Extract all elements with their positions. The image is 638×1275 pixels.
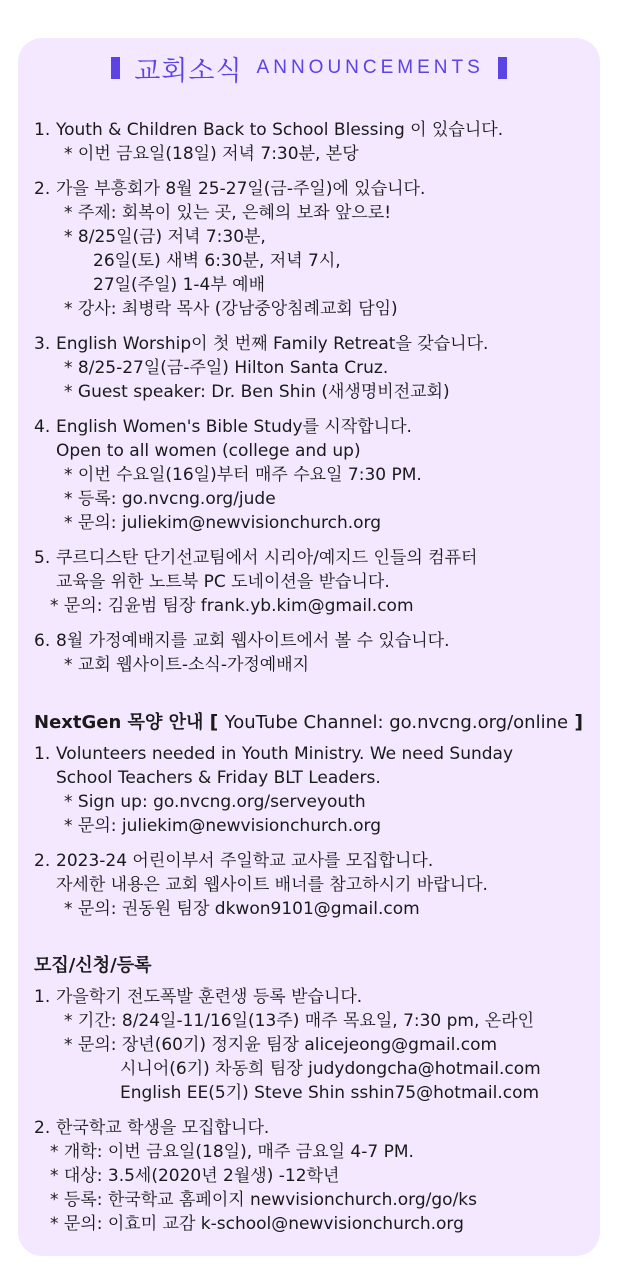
item-detail: * 주제: 회복이 있는 곳, 은혜의 보좌 앞으로!: [64, 203, 392, 223]
item-line: 가을학기 전도폭발 훈련생 등록 받습니다.: [56, 987, 363, 1007]
item-line: 쿠르디스탄 단기선교팀에서 시리아/예지드 인들의 컴퓨터: [56, 548, 478, 568]
item-detail: * 대상: 3.5세(2020년 2월생) -12학년: [50, 1166, 340, 1186]
item-line: School Teachers & Friday BLT Leaders.: [56, 768, 381, 788]
item-detail: * 문의: 이효미 교감 k-school@newvisionchurch.org: [50, 1214, 464, 1234]
item-number: 4.: [34, 417, 51, 437]
recruit-section-title: 모집/신청/등록: [34, 955, 152, 976]
item-line: English Women's Bible Study를 시작합니다.: [56, 417, 412, 437]
item-detail: * 교회 웹사이트-소식-가정예배지: [64, 655, 310, 675]
panel-header: [18, 48, 600, 88]
announcement-item: [34, 332, 594, 404]
nextgen-title: NextGen 목양 안내: [34, 712, 204, 733]
item-detail: * 개학: 이번 금요일(18일), 매주 금요일 4-7 PM.: [50, 1142, 414, 1162]
item-line: Volunteers needed in Youth Ministry. We need Sunday: [56, 744, 514, 764]
youtube-channel-link: YouTube Channel: go.nvcng.org/online: [224, 712, 569, 733]
bracket-close: ]: [574, 711, 584, 733]
item-detail: English EE(5기) Steve Shin sshin75@hotmail.com: [120, 1083, 540, 1103]
item-number: 3.: [34, 334, 51, 354]
item-line: 2023-24 어린이부서 주일학교 교사를 모집합니다.: [56, 851, 434, 871]
item-line: 한국학교 학생을 모집합니다.: [56, 1118, 270, 1138]
item-number: 6.: [34, 631, 51, 651]
item-detail: * Sign up: go.nvcng.org/serveyouth: [64, 792, 366, 812]
item-line: English Worship이 첫 번째 Family Retreat을 갖습니다.: [56, 334, 489, 354]
item-detail: * 8/25-27일(금-주일) Hilton Santa Cruz.: [64, 358, 389, 378]
announcement-item: [34, 546, 594, 594]
item-number: 1.: [34, 744, 51, 764]
item-line: 교육을 위한 노트북 PC 도네이션을 받습니다.: [56, 572, 390, 592]
item-detail: * 강사: 최병락 목사 (강남중앙침례교회 담임): [64, 299, 398, 319]
item-detail: * 문의: juliekim@newvisionchurch.org: [64, 816, 382, 836]
item-detail: 26일(토) 새벽 6:30분, 저녁 7시,: [93, 251, 341, 271]
item-line: Youth & Children Back to School Blessing 이 있습니다.: [56, 120, 504, 140]
bracket-open: [: [209, 711, 219, 733]
announcement-item: [34, 415, 594, 535]
item-detail: * 문의: juliekim@newvisionchurch.org: [64, 513, 382, 533]
item-number: 5.: [34, 548, 51, 568]
header-bar-right: [498, 57, 507, 79]
item-line: 8월 가정예배지를 교회 웹사이트에서 볼 수 있습니다.: [56, 631, 450, 651]
item-number: 2.: [34, 179, 51, 199]
item-number: 2.: [34, 851, 51, 871]
item-line: 가을 부흥회가 8월 25-27일(금-주일)에 있습니다.: [56, 179, 426, 199]
header-title-korean: 교회소식: [134, 55, 243, 87]
item-detail: * 기간: 8/24일-11/16일(13주) 매주 목요일, 7:30 pm, 온라인: [64, 1011, 535, 1031]
item-number: 2.: [34, 1118, 51, 1138]
item-detail: * 8/25일(금) 저녁 7:30분,: [64, 227, 266, 247]
recruit-item: [34, 1116, 594, 1140]
item-detail: 27일(주일) 1-4부 예배: [93, 275, 266, 295]
header-bar-left: [111, 57, 120, 79]
item-detail: * 문의: 권동원 팀장 dkwon9101@gmail.com: [64, 899, 420, 919]
item-detail: * 등록: go.nvcng.org/jude: [64, 489, 276, 509]
item-detail: * 등록: 한국학교 홈페이지 newvisionchurch.org/go/ks: [50, 1190, 478, 1210]
announcement-content: [34, 118, 594, 1236]
announcement-item: [34, 177, 594, 321]
item-number: 1.: [34, 120, 51, 140]
item-detail: 시니어(6기) 차동희 팀장 judydongcha@hotmail.com: [120, 1059, 541, 1079]
header-title-english: ANNOUNCEMENTS: [256, 57, 484, 78]
announcement-item: [34, 118, 594, 166]
item-detail: * 이번 금요일(18일) 저녁 7:30분, 본당: [64, 144, 359, 164]
nextgen-section-title: [34, 709, 594, 736]
announcements-panel: [18, 38, 600, 1256]
recruit-item: [34, 985, 594, 1105]
item-line: 자세한 내용은 교회 웹사이트 배너를 참고하시기 바랍니다.: [56, 875, 488, 895]
item-line: Open to all women (college and up): [56, 441, 361, 461]
announcement-item: [34, 629, 594, 677]
item-number: 1.: [34, 987, 51, 1007]
item-detail: * 이번 수요일(16일)부터 매주 수요일 7:30 PM.: [64, 465, 422, 485]
item-detail: * 문의: 김윤범 팀장 frank.yb.kim@gmail.com: [50, 596, 414, 616]
nextgen-item: [34, 849, 594, 921]
item-detail: * Guest speaker: Dr. Ben Shin (새생명비전교회): [64, 382, 450, 402]
item-detail: * 문의: 장년(60기) 정지윤 팀장 alicejeong@gmail.com: [64, 1035, 498, 1055]
nextgen-item: [34, 742, 594, 838]
